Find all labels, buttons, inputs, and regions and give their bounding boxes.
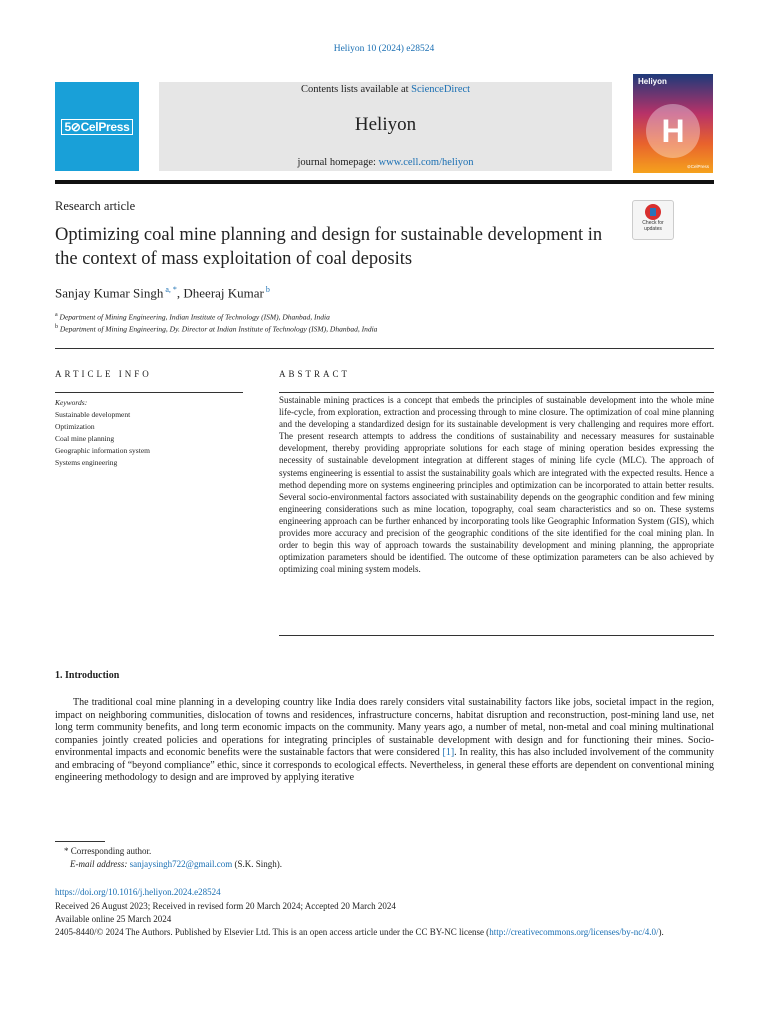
author-list [55,285,270,301]
footnote-rule [55,841,105,842]
intro-text-part1: The traditional coal mine planning in a developing country like India does rarely considers vital sustainability factors like jobs, societal impact in the region, impact on neighboring communities, dislocation of towns and residences, infrastructure concerns, habitat disruption and reconstruction, post-mining land use, net long term community benefits, and long term economic impacts on the community. Many years ago, a number of metal, non-metal and coal mining multinational companies jointly created policies and operations for integrating principles of sustainable development with design and for functioning their mines. Socio-environmental impacts and economic benefits were the sustainable factors that were considered [55,697,714,758]
email-label: E-mail address: [70,859,130,869]
article-info-heading: ARTICLE INFO [55,369,152,379]
homepage-line [159,157,612,168]
cellpress-logo [55,82,139,171]
abstract-bottom-rule [279,635,714,636]
header-rule [55,180,714,184]
intro-text-part2: . In reality, this has also included involvement of the community and embracing of “beyond compliance” ethic, since it corresponds to ecological effects. Nevertheless, in general these efforts are dependent on conventional mining engineering methodology to design and are improved by applying iterative [55,747,714,783]
cover-brand: ⊘CelPress [686,164,709,169]
reference-link[interactable]: [1] [442,747,455,758]
affiliation-b-text: Department of Mining Engineering, Dy. Director at Indian Institute of Technology (ISM), Dhanbad, India [58,324,378,334]
contents-prefix: Contents lists available at [300,84,412,95]
author-1-affil-mark[interactable]: a, * [165,285,177,294]
keyword-item: Systems engineering [55,458,118,467]
article-info-rule [55,392,243,393]
license-text: 2405-8440/© 2024 The Authors. Published by Elsevier Ltd. This is an open access article under the CC BY-NC license ( [55,927,490,937]
introduction-paragraph [55,697,714,785]
homepage-link[interactable]: www.cell.com/heliyon [378,157,474,168]
journal-cover-image [633,74,713,173]
keyword-item: Coal mine planning [55,434,115,443]
journal-header-box [159,82,612,171]
affiliation-a-text: Department of Mining Engineering, Indian Institute of Technology (ISM), Dhanbad, India [57,312,330,322]
received-dates: Received 26 August 2023; Received in revised form 20 March 2024; Accepted 20 March 2024 [55,901,396,911]
check-updates-icon [645,204,661,220]
journal-citation-link[interactable]: Heliyon 10 (2024) e28524 [333,44,435,54]
section-rule [55,348,714,349]
author-2-affil-mark[interactable]: b [265,285,270,294]
affiliation-b [55,324,377,334]
author-1[interactable]: Sanjay Kumar Singh [55,285,164,301]
affiliation-a-mark: a [55,312,58,318]
check-for-updates-button[interactable] [632,200,674,240]
doi-link[interactable]: https://doi.org/10.1016/j.heliyon.2024.e28524 [55,887,221,897]
email-suffix: (S.K. Singh). [232,859,282,869]
article-title: Optimizing coal mine planning and design for sustainable development in the context of mass exploitation of coal deposits [55,225,603,269]
sciencedirect-link[interactable]: ScienceDirect [411,84,471,95]
available-online-date: Available online 25 March 2024 [55,914,172,924]
email-note [70,859,282,869]
check-updates-line1: Check for [642,220,664,226]
corresponding-author-note: * Corresponding author. [64,846,152,856]
cellpress-logo-text: 5⊘CelPress [61,119,132,135]
homepage-prefix: journal homepage: [297,157,379,168]
introduction-heading: 1. Introduction [55,670,120,681]
cover-letter: H [661,112,685,149]
keyword-item: Optimization [55,422,95,431]
contents-line [159,84,612,95]
license-end: ). [658,927,664,937]
abstract-text: Sustainable mining practices is a concept that embeds the principles of sustainable development into the whole mine life-cycle, from exploration, extraction and processing through to mine closure. The optimization of coal mine planning and the developing a standardized design for its sustainable development is very challenging and requires more effort. The present research attempts to address the conditions of sustainability and necessary measures for sustainable development, thereby providing appropriate solutions for each stage of mining operation besides expressing the necessity of sustainable development integration at different stages of mining life cycle (MLC). The approach of systems engineering is essential to assist the sustainability goals which are integrated with the expected results. Hence a method depending more on systems engineering principles and optimization can be incorporated to attain better results. Several socio-environmental factors associated with sustainability depends on the geographic condition and few mining engineering considerations such as mine location, topography, coal seam characteristics and so on. These systems engineering approach can be further enhanced by incorporating tools like Geographic Information System (GIS), which provides more accuracy and precision of the geographic conditions of the site identified for the coal mining plan. In order to begin this way of approach towards the sustainability development and mining planning, the appropriate optimization parameters should be identified. The outcome of these optimization parameters can be also achieved by optimizing coal mining system models. [279,395,714,575]
keywords-label: Keywords: [55,398,88,407]
author-2[interactable]: Dheeraj Kumar [183,285,264,301]
abstract-heading: ABSTRACT [279,369,351,379]
email-link[interactable]: sanjaysingh722@gmail.com [129,859,233,869]
author-separator: , [176,285,184,301]
keyword-item: Sustainable development [55,410,131,419]
license-statement [55,926,714,939]
license-link[interactable]: http://creativecommons.org/licenses/by-nc/4.0/ [489,927,659,937]
keyword-item: Geographic information system [55,446,150,455]
check-updates-line2: updates [644,226,662,232]
affiliation-a [55,312,330,322]
abstract-rule [279,392,714,393]
cover-title: Heliyon [638,77,667,86]
affiliation-b-mark: b [55,324,58,330]
cover-emblem [646,104,700,158]
article-type: Research article [55,199,136,213]
keywords-block [55,397,245,469]
journal-title: Heliyon [354,114,417,135]
